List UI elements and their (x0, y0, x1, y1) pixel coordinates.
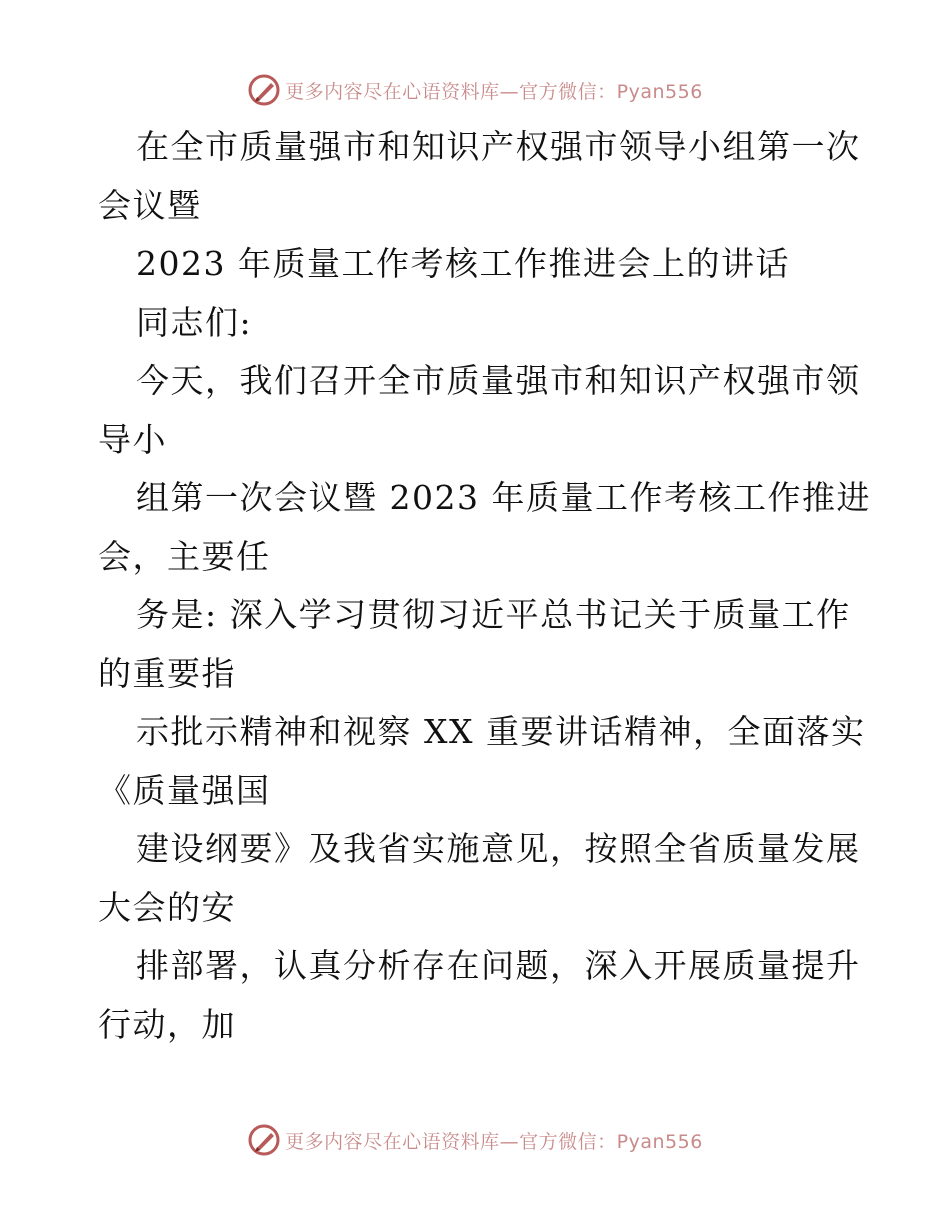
document-line: 会议暨 (98, 185, 202, 225)
document-line: 大会的安 (98, 887, 236, 927)
watermark-text: 更多内容尽在心语资料库—官方微信：Pyan556 (285, 80, 703, 103)
document-line: 排部署，认真分析存在问题，深入开展质量提升 (136, 946, 861, 985)
document-line: 务是: 深入学习贯彻习近平总书记关于质量工作 (136, 595, 851, 634)
document-line: 的重要指 (98, 653, 236, 693)
document-line: 今天，我们召开全市质量强市和知识产权强市领 (136, 361, 861, 400)
pen-circle-icon (247, 73, 281, 107)
document-line: 示批示精神和视察 XX 重要讲话精神，全面落实 (136, 712, 866, 751)
document-line: 行动，加 (98, 1004, 236, 1044)
document-line: 2023 年质量工作考核工作推进会上的讲话 (136, 244, 790, 283)
document-line: 在全市质量强市和知识产权强市领导小组第一次 (136, 127, 861, 166)
document-line: 建设纲要》及我省实施意见，按照全省质量发展 (136, 829, 861, 868)
footer-watermark (0, 1120, 950, 1160)
header-watermark (0, 70, 950, 110)
document-body (98, 118, 871, 1054)
document-line: 同志们: (136, 302, 253, 342)
document-line: 《质量强国 (98, 770, 271, 810)
document-line: 导小 (98, 419, 167, 459)
document-line: 会，主要任 (98, 536, 271, 576)
pen-circle-icon (247, 1123, 281, 1157)
document-line: 组第一次会议暨 2023 年质量工作考核工作推进 (136, 478, 871, 517)
watermark-text: 更多内容尽在心语资料库—官方微信：Pyan556 (285, 1130, 703, 1153)
